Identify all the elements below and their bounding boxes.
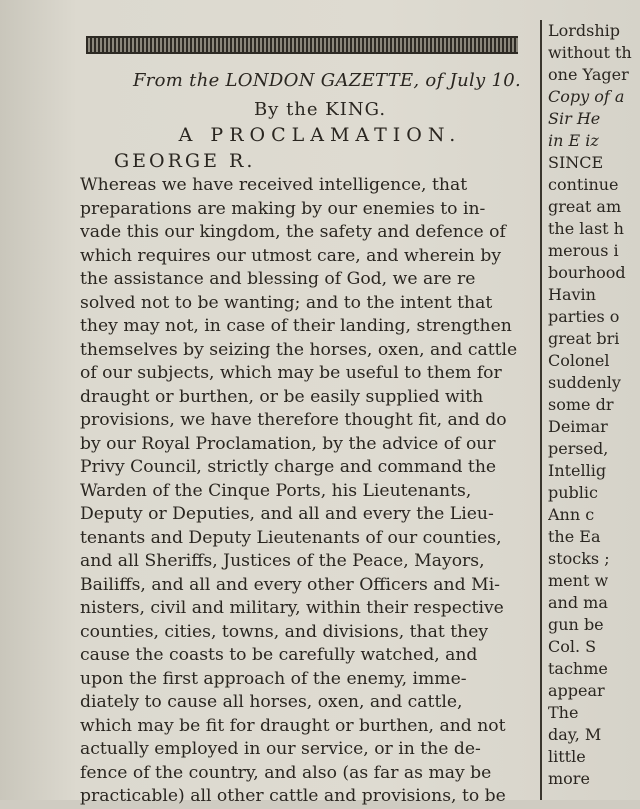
proclamation-heading: A PROCLAMATION. bbox=[178, 124, 462, 146]
adjacent-column-line: Col. S bbox=[548, 637, 597, 656]
adjacent-column-line: and ma bbox=[548, 593, 608, 612]
body-line: draught or burthen, or be easily supplied with bbox=[80, 386, 484, 407]
adjacent-column-line: Copy of a bbox=[548, 87, 625, 106]
body-line: preparations are making by our enemies to in- bbox=[80, 198, 486, 219]
body-line: diately to cause all horses, oxen, and cattle, bbox=[80, 692, 463, 712]
body-line: Warden of the Cinque Ports, his Lieutenants, bbox=[80, 480, 472, 501]
adjacent-column-line: continue bbox=[548, 175, 619, 194]
adjacent-column-line: Havin bbox=[548, 285, 596, 304]
adjacent-column-line: Intellig bbox=[548, 461, 607, 480]
adjacent-column-line: persed, bbox=[548, 439, 609, 458]
adjacent-column-line: parties o bbox=[548, 307, 620, 326]
body-line: tenants and Deputy Lieutenants of our counties, bbox=[80, 527, 502, 548]
adjacent-column-line: great bri bbox=[548, 329, 620, 348]
adjacent-column-line: appear bbox=[548, 681, 605, 700]
adjacent-column-line: ment w bbox=[548, 571, 609, 590]
royal-signature: GEORGE R. bbox=[114, 150, 256, 172]
adjacent-column-line: merous i bbox=[548, 241, 619, 260]
body-line: upon the first approach of the enemy, imme- bbox=[80, 668, 467, 689]
adjacent-column-line: tachme bbox=[548, 659, 608, 678]
adjacent-column-line: little bbox=[548, 747, 586, 766]
proclamation-body bbox=[80, 174, 560, 809]
body-line: counties, cities, towns, and divisions, that they bbox=[80, 621, 489, 642]
adjacent-column-line: the last h bbox=[548, 219, 624, 238]
adjacent-column-line: more bbox=[548, 769, 590, 788]
decorative-rule bbox=[86, 36, 518, 54]
adjacent-column-line: stocks ; bbox=[548, 549, 610, 568]
body-line: which requires our utmost care, and wherein by bbox=[80, 245, 502, 266]
adjacent-column bbox=[548, 20, 640, 790]
body-line: they may not, in case of their landing, strengthen bbox=[80, 316, 512, 336]
body-line: Deputy or Deputies, and all and every the Lieu- bbox=[80, 504, 494, 524]
adjacent-column-line: public bbox=[548, 483, 598, 502]
adjacent-column-line: bourhood bbox=[548, 263, 626, 282]
adjacent-column-line: Deimar bbox=[548, 417, 608, 436]
body-line: solved not to be wanting; and to the intent that bbox=[80, 292, 493, 313]
adjacent-column-line: Ann c bbox=[548, 505, 595, 524]
body-line: nisters, civil and military, within their respective bbox=[80, 598, 504, 618]
body-line: themselves by seizing the horses, oxen, and cattle bbox=[80, 339, 518, 360]
adjacent-column-line: one Yager bbox=[548, 65, 629, 84]
source-line: From the LONDON GAZETTE, of July 10. bbox=[132, 70, 522, 91]
adjacent-column-line: SINCE bbox=[548, 153, 604, 172]
adjacent-column-line: without th bbox=[548, 43, 632, 62]
adjacent-column-line: Lordship bbox=[548, 21, 621, 40]
body-line: the assistance and blessing of God, we are re bbox=[80, 269, 476, 289]
by-the-king-heading: By the KING. bbox=[253, 99, 387, 120]
body-line: actually employed in our service, or in the de- bbox=[80, 739, 481, 759]
body-line: vade this our kingdom, the safety and defence of bbox=[80, 222, 506, 242]
body-line: Bailiffs, and all and every other Officers and Mi- bbox=[80, 574, 500, 595]
body-line: by our Royal Proclamation, by the advice of our bbox=[80, 433, 496, 454]
adjacent-column-line: some dr bbox=[548, 395, 614, 414]
adjacent-column-line: in E iz bbox=[548, 131, 599, 150]
body-line: Privy Council, strictly charge and command the bbox=[80, 457, 497, 477]
adjacent-column-line: great am bbox=[548, 197, 622, 216]
adjacent-column-line: Colonel bbox=[548, 351, 610, 370]
adjacent-column-line: the Ea bbox=[548, 527, 601, 546]
adjacent-column-line: suddenly bbox=[548, 373, 621, 392]
body-line: cause the coasts to be carefully watched, and bbox=[80, 645, 478, 665]
adjacent-column-line: Sir He bbox=[548, 109, 601, 128]
adjacent-column-line: gun be bbox=[548, 615, 604, 634]
adjacent-column-line: The bbox=[548, 703, 579, 722]
body-line: of our subjects, which may be useful to them for bbox=[80, 363, 502, 383]
body-line: which may be fit for draught or burthen, and not bbox=[80, 715, 506, 736]
body-line: fence of the country, and also (as far as may be bbox=[80, 762, 492, 783]
body-line: Whereas we have received intelligence, that bbox=[80, 175, 468, 195]
proclamation-column bbox=[80, 70, 560, 809]
body-line: practicable) all other cattle and provisions, to be bbox=[80, 786, 506, 806]
body-line: and all Sheriffs, Justices of the Peace, Mayors, bbox=[80, 551, 485, 571]
body-line: provisions, we have therefore thought fit, and do bbox=[80, 410, 507, 430]
adjacent-column-line: day, M bbox=[548, 725, 602, 744]
